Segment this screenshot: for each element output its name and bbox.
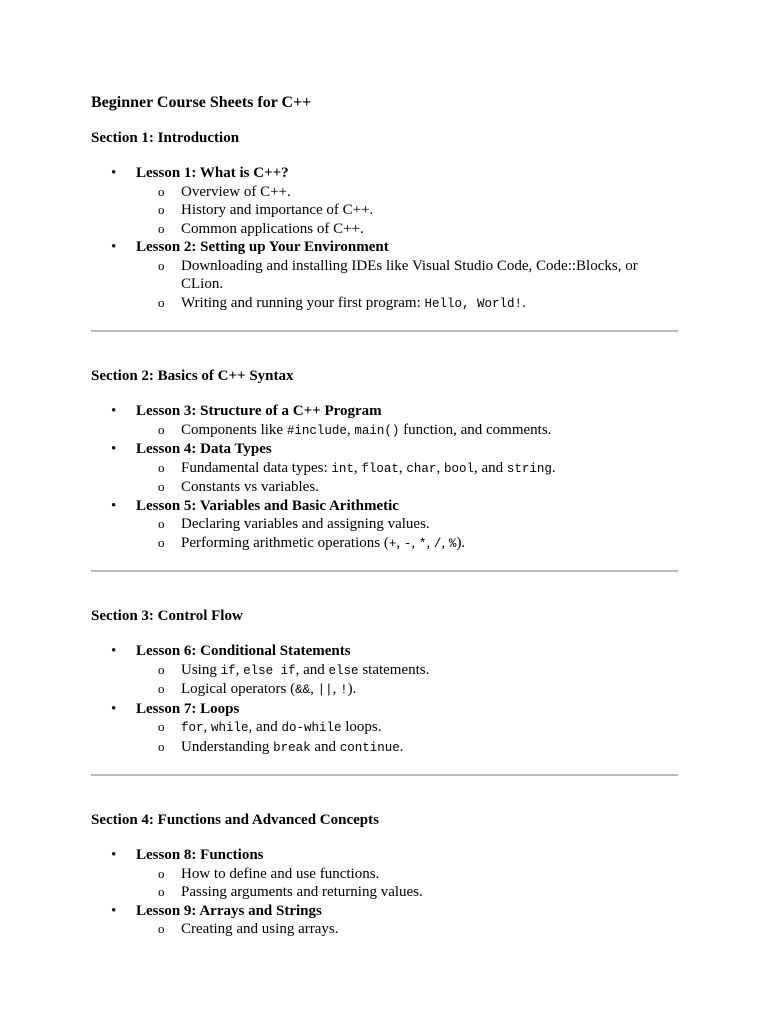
section-divider <box>91 330 678 332</box>
code-snippet: || <box>317 683 333 697</box>
lesson-title: Lesson 9: Arrays and Strings <box>136 902 322 919</box>
bullet-icon: • <box>111 497 117 514</box>
topic-text: statements. <box>358 661 430 678</box>
code-snippet: char <box>406 461 437 476</box>
topic-text: , <box>436 459 444 476</box>
topic-text: Declaring variables and assigning values. <box>181 516 430 532</box>
sub-bullet-icon: o <box>158 479 165 494</box>
sub-bullet-icon: o <box>158 257 165 273</box>
code-snippet: string <box>506 461 552 476</box>
lesson-topics <box>136 183 678 239</box>
topic-item <box>136 718 678 738</box>
sub-bullet-icon: o <box>158 534 165 550</box>
sub-bullet-icon: o <box>158 719 165 734</box>
topic-text: function, and comments. <box>399 421 552 438</box>
topic-item <box>136 257 678 294</box>
sections-container <box>91 129 678 939</box>
section <box>91 607 678 757</box>
topic-item <box>136 421 678 441</box>
lesson-topics <box>136 257 678 314</box>
topic-text: , <box>310 681 318 697</box>
topic-item <box>136 920 678 939</box>
section-title: Section 1: Introduction <box>91 130 240 146</box>
topic-text: , <box>426 534 434 551</box>
topic-item <box>136 534 678 554</box>
lesson-title: Lesson 2: Setting up Your Environment <box>136 239 389 255</box>
bullet-icon: • <box>111 441 117 457</box>
bullet-icon: • <box>111 902 117 919</box>
document-page <box>91 92 678 939</box>
topic-text: , <box>396 534 404 551</box>
topic-text: , <box>203 719 212 735</box>
topic-item <box>136 515 678 534</box>
section <box>91 811 678 939</box>
lesson-item <box>91 238 678 313</box>
bullet-icon: • <box>111 847 117 863</box>
sub-bullet-icon: o <box>158 681 165 696</box>
code-snippet: bool <box>443 461 474 476</box>
section-divider <box>91 774 678 776</box>
topic-item <box>136 478 678 497</box>
code-snippet: ! <box>340 683 348 697</box>
topic-text: , <box>332 681 341 697</box>
lesson-item <box>91 164 678 238</box>
topic-text: Logical operators ( <box>181 681 296 697</box>
topic-text: , <box>411 534 419 551</box>
topic-text: and <box>310 738 340 755</box>
topic-text: , and <box>295 661 329 678</box>
bullet-icon: • <box>111 643 117 659</box>
lesson-topics <box>136 515 678 553</box>
lesson-title: Lesson 8: Functions <box>136 847 264 863</box>
code-snippet: main() <box>354 423 400 438</box>
lesson-topics <box>136 661 678 700</box>
code-snippet: * <box>418 536 427 551</box>
topic-item <box>136 865 678 884</box>
lesson-list <box>91 642 678 757</box>
bullet-icon: • <box>111 700 117 717</box>
lesson-topics <box>136 865 678 902</box>
topic-text: , <box>346 421 355 438</box>
topic-text: , <box>235 661 244 678</box>
sub-bullet-icon: o <box>158 421 165 437</box>
code-snippet: + <box>388 536 397 551</box>
lesson-topics <box>136 421 678 441</box>
topic-text: Overview of C++. <box>181 183 291 200</box>
lesson-title: Lesson 5: Variables and Basic Arithmetic <box>136 497 399 514</box>
code-snippet: #include <box>286 423 347 438</box>
topic-text: , and <box>248 719 282 735</box>
code-snippet: && <box>295 683 311 697</box>
topic-item <box>136 680 678 700</box>
lesson-title: Lesson 4: Data Types <box>136 441 272 457</box>
code-snippet: - <box>403 536 412 551</box>
topic-text: Components like <box>181 421 287 438</box>
topic-text: ). <box>347 681 357 697</box>
lesson-item <box>91 642 678 700</box>
topic-text: Fundamental data types: <box>181 459 332 476</box>
topic-text: , <box>353 459 362 476</box>
code-snippet: % <box>448 536 457 551</box>
lesson-title: Lesson 1: What is C++? <box>136 165 289 181</box>
topic-text: How to define and use functions. <box>181 865 380 882</box>
lesson-item <box>91 700 678 758</box>
section <box>91 367 678 553</box>
lesson-item <box>91 846 678 902</box>
topic-text: Performing arithmetic operations ( <box>181 534 389 551</box>
topic-text: Using <box>181 661 221 678</box>
topic-text: ). <box>456 534 466 551</box>
code-snippet: do-while <box>281 721 342 735</box>
code-snippet: while <box>211 721 249 735</box>
topic-item <box>136 883 678 902</box>
topic-item <box>136 738 678 758</box>
sub-bullet-icon: o <box>158 661 165 677</box>
code-snippet: int <box>331 461 354 476</box>
code-snippet: break <box>273 740 311 755</box>
lesson-list <box>91 164 678 313</box>
bullet-icon: • <box>111 165 117 181</box>
topic-text: loops. <box>341 719 382 735</box>
bullet-icon: • <box>111 403 117 419</box>
section <box>91 129 678 313</box>
topic-item <box>136 294 678 314</box>
sub-bullet-icon: o <box>158 516 165 531</box>
topic-item <box>136 201 678 220</box>
topic-text: . <box>522 294 526 311</box>
sub-bullet-icon: o <box>158 220 165 236</box>
topic-text: Understanding <box>181 738 274 755</box>
sub-bullet-icon: o <box>158 294 165 310</box>
topic-text: , <box>398 459 407 476</box>
topic-text: , <box>441 534 449 551</box>
topic-item <box>136 661 678 681</box>
sub-bullet-icon: o <box>158 921 165 936</box>
section-divider <box>91 570 678 572</box>
code-snippet: else if <box>243 663 296 678</box>
code-snippet: continue <box>339 740 400 755</box>
lesson-item <box>91 902 678 939</box>
lesson-topics <box>136 718 678 757</box>
lesson-item <box>91 402 678 440</box>
topic-text: Constants vs variables. <box>181 479 319 495</box>
code-snippet: Hello, World! <box>424 296 523 311</box>
topic-text: . <box>399 738 404 755</box>
topic-text: , and <box>473 459 507 476</box>
topic-text: Creating and using arrays. <box>181 921 339 937</box>
lesson-title: Lesson 3: Structure of a C++ Program <box>136 403 382 419</box>
code-snippet: if <box>220 663 236 678</box>
topic-text: Downloading and installing IDEs like Visual Studio Code, Code::Blocks, or CLion. <box>181 257 638 292</box>
lesson-list <box>91 846 678 939</box>
lesson-item <box>91 497 678 554</box>
lesson-topics <box>136 459 678 497</box>
bullet-icon: • <box>111 239 117 255</box>
document-title: Beginner Course Sheets for C++ <box>91 94 312 111</box>
sub-bullet-icon: o <box>158 884 165 899</box>
lesson-list <box>91 402 678 553</box>
section-title: Section 2: Basics of C++ Syntax <box>91 368 294 384</box>
topic-item <box>136 459 678 479</box>
section-title: Section 4: Functions and Advanced Concepts <box>91 812 379 828</box>
topic-text: . <box>551 459 556 476</box>
sub-bullet-icon: o <box>158 459 165 475</box>
topic-item <box>136 183 678 202</box>
code-snippet: else <box>328 663 359 678</box>
topic-item <box>136 220 678 239</box>
code-snippet: / <box>433 536 442 551</box>
sub-bullet-icon: o <box>158 202 165 217</box>
lesson-topics <box>136 920 678 939</box>
lesson-title: Lesson 6: Conditional Statements <box>136 643 351 659</box>
topic-text: Common applications of C++. <box>181 220 364 237</box>
section-title: Section 3: Control Flow <box>91 608 243 624</box>
lesson-title: Lesson 7: Loops <box>136 700 240 717</box>
sub-bullet-icon: o <box>158 183 165 199</box>
sub-bullet-icon: o <box>158 865 165 881</box>
lesson-item <box>91 440 678 497</box>
sub-bullet-icon: o <box>158 738 165 754</box>
code-snippet: float <box>361 461 399 476</box>
topic-text: Passing arguments and returning values. <box>181 884 423 900</box>
code-snippet: for <box>181 721 204 735</box>
topic-text: Writing and running your first program: <box>181 294 425 311</box>
topic-text: History and importance of C++. <box>181 202 374 218</box>
